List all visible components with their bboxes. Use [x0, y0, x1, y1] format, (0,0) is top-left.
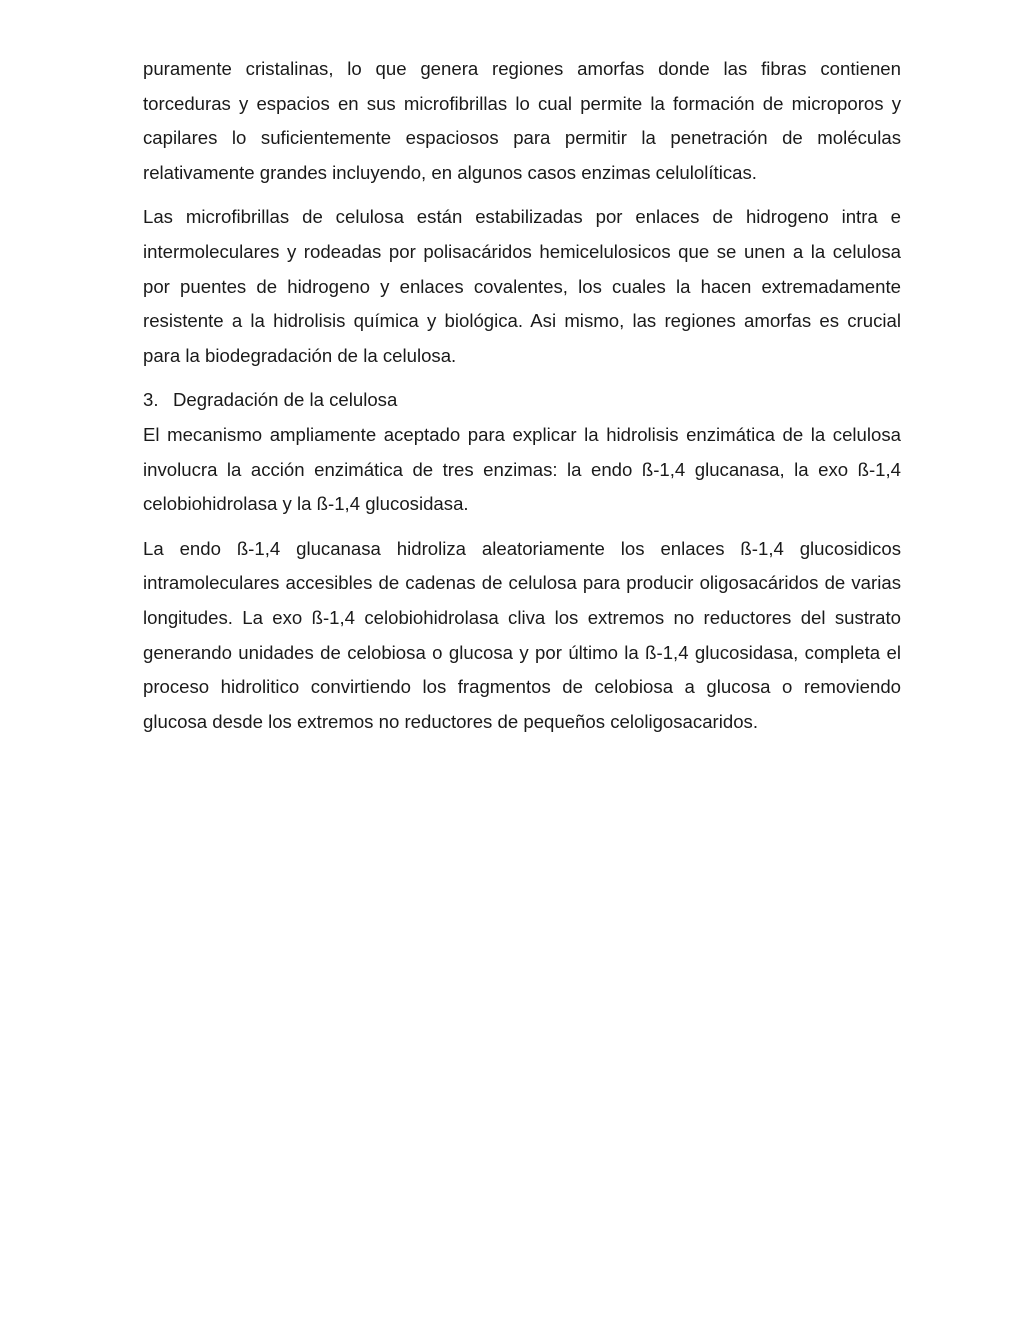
paragraph-mechanism: El mecanismo ampliamente aceptado para explicar la hidrolisis enzimática de la celulosa involucra la acción enzimática de tres enzimas: la endo ß-1,4 glucanasa, la exo ß-1,4 celobiohidrolasa y la ß-1,4 glucosidasa.: [143, 423, 901, 515]
section-heading: [143, 383, 901, 418]
section-number: 3.: [143, 389, 159, 411]
paragraph-microfibrils: Las microfibrillas de celulosa están estabilizadas por enlaces de hidrogeno intra e intermoleculares y rodeadas por polisacáridos hemicelulosicos que se unen a la celulosa por puentes de hidrogeno y enlaces covalentes, los cuales la hacen extremadamente resistente a la hidrolisis química y biológica. Asi mismo, las regiones amorfas es crucial para la biodegradación de la celulosa.: [143, 206, 901, 366]
paragraph-enzymes: La endo ß-1,4 glucanasa hidroliza aleatoriamente los enlaces ß-1,4 glucosidicos intramoleculares accesibles de cadenas de celulosa para producir oligosacáridos de varias longitudes. La exo ß-1,4 celobiohidrolasa cliva los extremos no reductores del sustrato generando unidades de celobiosa o glucosa y por último la ß-1,4 glucosidasa, completa el proceso hidrolitico convirtiendo los fragmentos de celobiosa a glucosa o removiendo glucosa desde los extremos no reductores de pequeños celoligosacaridos.: [143, 537, 901, 732]
section-title: Degradación de la celulosa: [173, 389, 398, 411]
document-page: [143, 52, 901, 749]
paragraph-crystalline-regions: puramente cristalinas, lo que genera regiones amorfas donde las fibras contienen torceduras y espacios en sus microfibrillas lo cual permite la formación de microporos y capilares lo suficientemente espaciosos para permitir la penetración de moléculas relativamente grandes incluyendo, en algunos casos enzimas celulolíticas.: [143, 58, 901, 183]
